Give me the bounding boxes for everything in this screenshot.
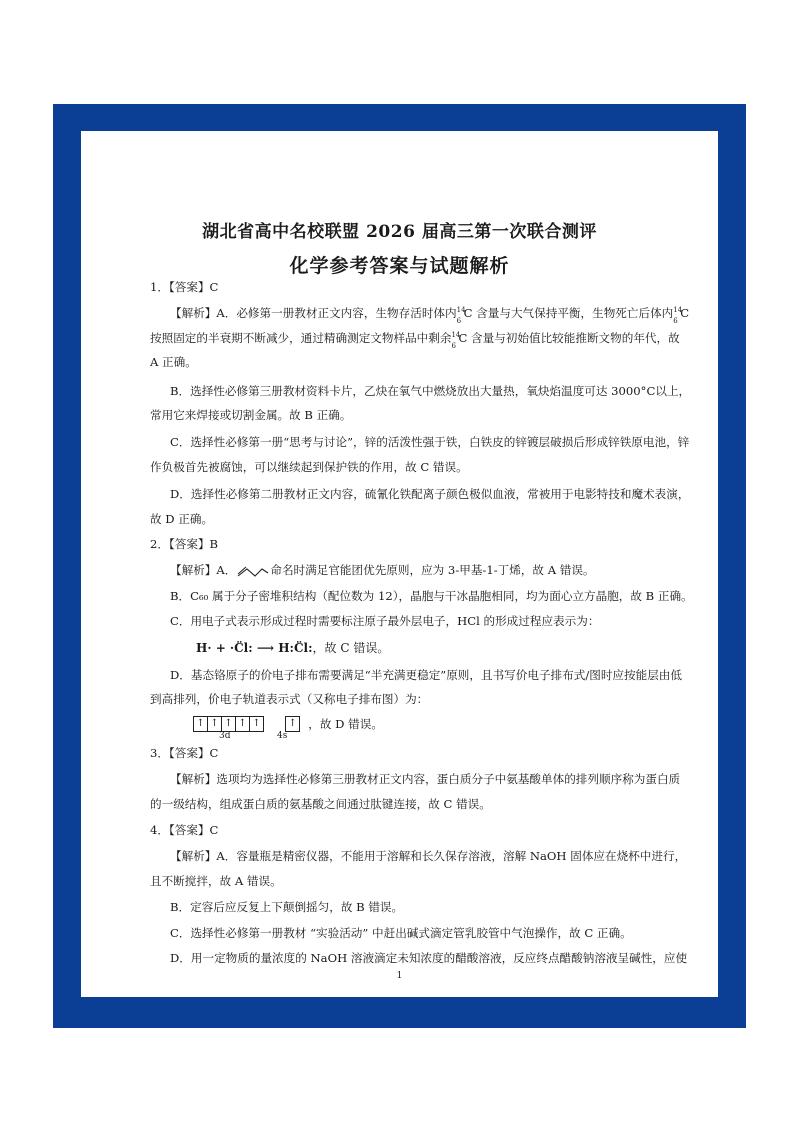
q1-d-line1: D．选择性必修第二册教材正文内容，硫氰化铁配离子颜色极似血液，常被用于电影特技和魔术表演， xyxy=(170,487,690,501)
exam-title: 湖北省高中名校联盟 2026 届高三第一次联合测评 xyxy=(202,222,597,242)
orbital-3d-box: ↑ xyxy=(235,716,250,732)
orbital-diagram xyxy=(193,716,383,741)
q3-answer: 3．【答案】C xyxy=(150,746,219,760)
q2-answer: 2．【答案】B xyxy=(150,537,219,551)
q3-line2: 的一级结构，组成蛋白质的氨基酸之间通过肽键连接，故 C 错误。 xyxy=(150,797,491,811)
document-page xyxy=(81,131,718,997)
label-4s: 4s xyxy=(277,731,288,741)
label-3d: 3d xyxy=(219,731,231,741)
orbital-4s-box: ↑ xyxy=(285,716,300,732)
q1-c-line1: C．选择性必修第一册“思考与讨论”，锌的活泼性强于铁，白铁皮的锌镀层破损后形成锌铁原电池，锌 xyxy=(170,435,690,449)
orbital-3d-box: ↑ xyxy=(221,716,236,732)
q2-d-line2: 到高排列，价电子轨道表示式（又称电子排布图）为： xyxy=(150,692,429,706)
q4-b-line: B．定容后应反复上下颠倒摇匀，故 B 错误。 xyxy=(170,900,404,914)
q4-c-line: C．选择性必修第一册教材 “实验活动” 中赶出碱式滴定管乳胶管中气泡操作，故 C 正确。 xyxy=(170,926,632,940)
q1-a-line2: 按照固定的半衰期不断减少，通过精确测定文物样品中剩余 14 6 C 含量与初始值比较能推断文物的年代，故 xyxy=(150,331,680,350)
q1-b-line2: 常用它来焊接或切割金属。故 B 正确。 xyxy=(150,408,352,422)
q1-answer: 1．【答案】C xyxy=(150,280,219,294)
q2-d-line1: D．基态铬原子的价电子排布需要满足“半充满更稳定”原则，且书写价电子排布式/图时应按能层由低 xyxy=(170,668,682,682)
q3-line1: 【解析】选项均为选择性必修第三册教材正文内容，蛋白质分子中氨基酸单体的排列顺序称为蛋白质 xyxy=(170,772,681,786)
q2-d-tail: ，故 D 错误。 xyxy=(308,717,383,731)
q4-d-line: D．用一定物质的量浓度的 NaOH 溶液滴定未知浓度的醋酸溶液，反应终点醋酸钠溶液呈碱性，应使 xyxy=(170,951,688,965)
hcl-formation-equation: H· + ·C̈l: ⟶ H:C̈l:，故 C 错误。 xyxy=(196,641,390,655)
c14-isotope: 14 6 xyxy=(451,331,461,350)
page-number: 1 xyxy=(396,971,403,981)
c14-isotope: 14 6 xyxy=(673,306,683,325)
q4-a-line1: 【解析】A．容量瓶是精密仪器，不能用于溶解和长久保存溶液，溶解 NaOH 固体应在烧杯中进行， xyxy=(170,849,687,863)
q1-d-line2: 故 D 正确。 xyxy=(150,512,214,526)
q4-answer: 4．【答案】C xyxy=(150,823,219,837)
exam-subtitle: 化学参考答案与试题解析 xyxy=(289,255,510,277)
q2-a-line: 【解析】A． 命名时满足官能团优先原则，应为 3-甲基-1-丁烯，故 A 错误。 xyxy=(170,563,595,577)
orbital-3d-box: ↑ xyxy=(207,716,222,732)
q1-a-line1: 【解析】A．必修第一册教材正文内容，生物存活时体内 14 6 C 含量与大气保持平衡，生物死亡后体内 14 6 C xyxy=(170,306,690,325)
skeletal-formula-icon xyxy=(237,564,269,578)
orbital-3d-box: ↑ xyxy=(249,716,264,732)
orbital-3d-box: ↑ xyxy=(193,716,208,732)
q4-a-line2: 且不断搅拌，故 A 错误。 xyxy=(150,874,282,888)
q1-a-line3: A 正确。 xyxy=(150,355,197,369)
q1-b-line1: B．选择性必修第三册教材资料卡片，乙炔在氧气中燃烧放出大量热，氧炔焰温度可达 3000°C以上， xyxy=(170,384,691,398)
q1-c-line2: 作负极首先被腐蚀，可以继续起到保护铁的作用，故 C 错误。 xyxy=(150,460,468,474)
q2-c-line: C．用电子式表示形成过程时需要标注原子最外层电子，HCl 的形成过程应表示为： xyxy=(170,614,600,628)
q2-b-line: B．C₆₀ 属于分子密堆积结构（配位数为 12），晶胞与干冰晶胞相同，均为面心立方晶胞，故 B 正确。 xyxy=(170,589,693,603)
c14-isotope: 14 6 xyxy=(456,306,466,325)
